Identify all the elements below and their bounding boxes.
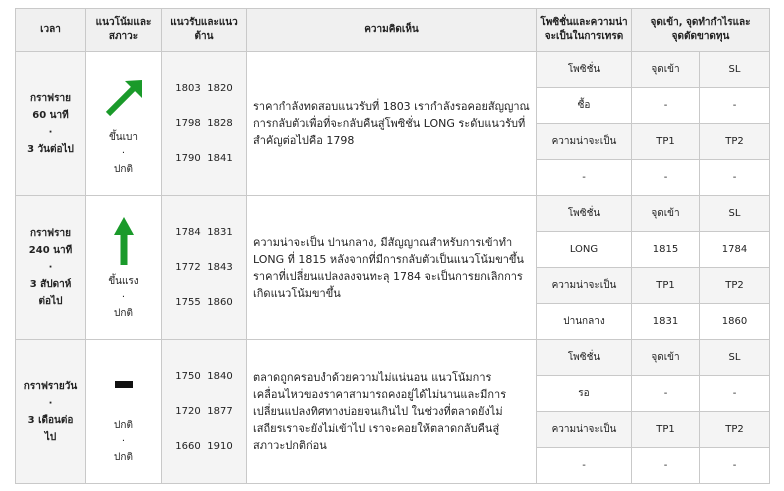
position-grid-cell: 1831	[632, 304, 700, 340]
position-grid-cell: โพซิชั่น	[537, 196, 632, 232]
position-grid-cell: TP2	[700, 124, 770, 160]
position-grid-cell: ความน่าจะเป็น	[537, 124, 632, 160]
position-grid-cell: ความน่าจะเป็น	[537, 268, 632, 304]
trend-cell: ขึ้นเบา · ปกติ	[86, 52, 162, 196]
level-pair: 1772 1843	[175, 262, 233, 273]
levels-cell	[162, 52, 247, 196]
arrow-up-icon	[86, 216, 161, 266]
table-row	[16, 52, 770, 88]
position-grid-cell: -	[632, 160, 700, 196]
position-grid-cell: SL	[700, 52, 770, 88]
header-time: เวลา	[16, 9, 86, 52]
position-grid-cell: SL	[700, 340, 770, 376]
levels-cell	[162, 340, 247, 484]
position-grid-cell: -	[632, 448, 700, 484]
position-grid-cell: โพซิชั่น	[537, 340, 632, 376]
position-grid-cell: จุดเข้า	[632, 196, 700, 232]
position-grid-cell: 1815	[632, 232, 700, 268]
position-grid-cell: -	[700, 376, 770, 412]
level-pair: 1755 1860	[175, 297, 233, 308]
position-grid-cell: -	[700, 448, 770, 484]
level-pair: 1660 1910	[175, 441, 233, 452]
position-grid-cell: โพซิชั่น	[537, 52, 632, 88]
flat-bar-icon	[86, 360, 161, 410]
position-grid-cell: -	[537, 160, 632, 196]
level-pair: 1798 1828	[175, 118, 233, 129]
position-grid-cell: LONG	[537, 232, 632, 268]
position-grid-cell: จุดเข้า	[632, 52, 700, 88]
position-grid-cell: 1784	[700, 232, 770, 268]
level-pair: 1750 1840	[175, 371, 233, 382]
trend-cell: ขึ้นแรง · ปกติ	[86, 196, 162, 340]
position-grid-cell: TP1	[632, 124, 700, 160]
position-grid-cell: จุดเข้า	[632, 340, 700, 376]
header-levels: แนวรับและแนว ต้าน	[162, 9, 247, 52]
level-pair: 1720 1877	[175, 406, 233, 417]
table-row	[16, 196, 770, 232]
position-grid-cell: TP1	[632, 412, 700, 448]
trading-table	[15, 8, 770, 484]
level-pair: 1784 1831	[175, 227, 233, 238]
position-grid-cell: -	[632, 376, 700, 412]
levels-cell	[162, 196, 247, 340]
trend-cell: ปกติ · ปกติ	[86, 340, 162, 484]
timeframe-cell: กราฟราย 60 นาที · 3 วันต่อไป	[16, 52, 86, 196]
header-entry: จุดเข้า, จุดทำกำไรและ จุดตัดขาดทุน	[632, 9, 770, 52]
level-pair: 1790 1841	[175, 153, 233, 164]
position-grid-cell: TP2	[700, 412, 770, 448]
position-grid-cell: ความน่าจะเป็น	[537, 412, 632, 448]
position-grid-cell: TP2	[700, 268, 770, 304]
position-grid-cell: TP1	[632, 268, 700, 304]
position-grid-cell: รอ	[537, 376, 632, 412]
position-grid-cell: SL	[700, 196, 770, 232]
level-pair: 1803 1820	[175, 83, 233, 94]
position-grid-cell: -	[632, 88, 700, 124]
header-position: โพซิชั่นและความน่า จะเป็นในการเทรด	[537, 9, 632, 52]
position-grid-cell: -	[700, 160, 770, 196]
position-grid-cell: 1860	[700, 304, 770, 340]
position-grid-cell: -	[537, 448, 632, 484]
table-row	[16, 340, 770, 376]
header-trend: แนวโน้มและ สภาวะ	[86, 9, 162, 52]
header-row	[16, 9, 770, 52]
timeframe-cell: กราฟรายวัน · 3 เดือนต่อ ไป	[16, 340, 86, 484]
position-grid-cell: ปานกลาง	[537, 304, 632, 340]
header-comment: ความคิดเห็น	[247, 9, 537, 52]
position-grid-cell: -	[700, 88, 770, 124]
comment-cell: ราคากำลังทดสอบแนวรับที่ 1803 เรากำลังรอคอยสัญญาณการกลับตัวเพื่อที่จะกลับคืนสู่โพซิชั่น LONG ระดับแนวรับที่สำคัญต่อไปคือ 1798	[247, 52, 537, 196]
comment-cell: ความน่าจะเป็น ปานกลาง, มีสัญญาณสำหรับการเข้าทำ LONG ที่ 1815 หลังจากที่มีการกลับตัวเป็นแนวโน้มขาขึ้น ราคาที่เปลี่ยนแปลงลงจนทะลุ 1784 จะเป็นการยกเลิกการเกิดแนวโน้มขาขึ้น	[247, 196, 537, 340]
position-grid-cell: ซื้อ	[537, 88, 632, 124]
comment-cell: ตลาดถูกครอบงำด้วยความไม่แน่นอน แนวโน้มการเคลื่อนไหวของราคาสามารถคงอยู่ได้ไม่นานและมีการเปลี่ยนแปลงทิศทางบ่อยจนเกินไป ในช่วงที่ตลาดยังไม่เสถียรเราจะยังไม่เข้าไป เราจะคอยให้ตลาดกลับคืนสู่สภาวะปกติก่อน	[247, 340, 537, 484]
arrow-up-right-icon	[86, 72, 161, 122]
timeframe-cell: กราฟราย 240 นาที · 3 สัปดาห์ ต่อไป	[16, 196, 86, 340]
